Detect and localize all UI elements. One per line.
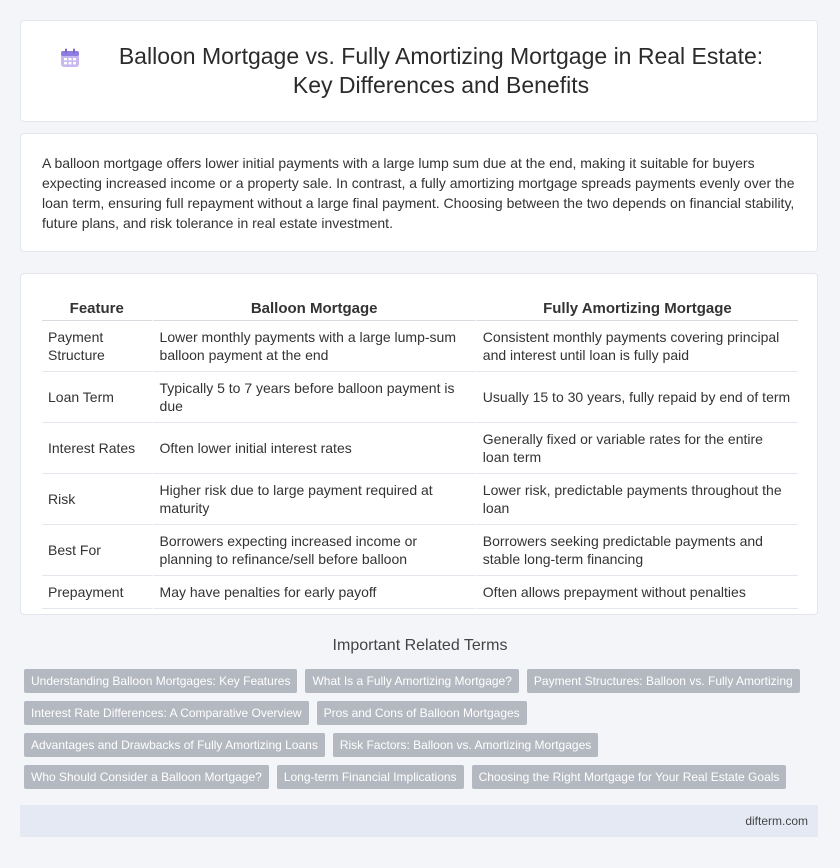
table-row <box>42 321 798 372</box>
related-term-tag[interactable]: Advantages and Drawbacks of Fully Amortizing Loans <box>24 733 325 757</box>
related-terms-title: Important Related Terms <box>332 637 508 654</box>
header-fully-amortizing-mortgage: Fully Amortizing Mortgage <box>475 296 798 321</box>
footer-site-name: difterm.com <box>745 814 808 828</box>
intro-card <box>20 133 818 252</box>
row-feature: Risk <box>42 474 152 525</box>
row-fully: Lower risk, predictable payments throughout the loan <box>475 474 798 525</box>
footer <box>20 805 818 837</box>
row-fully: Consistent monthly payments covering principal and interest until loan is fully paid <box>475 321 798 372</box>
intro-text: A balloon mortgage offers lower initial payments with a large lump sum due at the end, making it suitable for buyers expecting increased income or a property sale. In contrast, a fully amortizing mortgage spreads payments evenly over the loan term, ensuring full repayment without a large final payment. Choosing between the two depends on financial stability, future plans, and risk tolerance in real estate investment. <box>42 155 795 231</box>
related-term-tag[interactable]: Understanding Balloon Mortgages: Key Features <box>24 669 297 693</box>
related-term-tag[interactable]: Long-term Financial Implications <box>277 765 464 789</box>
table-row <box>42 576 798 609</box>
table-row <box>42 372 798 423</box>
comparison-table <box>42 296 798 609</box>
row-feature: Best For <box>42 525 152 576</box>
related-term-tag[interactable]: Payment Structures: Balloon vs. Fully Amortizing <box>527 669 800 693</box>
row-fully: Generally fixed or variable rates for the entire loan term <box>475 423 798 474</box>
row-balloon: Lower monthly payments with a large lump-sum balloon payment at the end <box>152 321 475 372</box>
header-feature: Feature <box>42 296 152 321</box>
row-balloon: Often lower initial interest rates <box>152 423 475 474</box>
row-fully: Often allows prepayment without penalties <box>475 576 798 609</box>
row-balloon: May have penalties for early payoff <box>152 576 475 609</box>
row-fully: Borrowers seeking predictable payments and stable long-term financing <box>475 525 798 576</box>
related-term-tag[interactable]: Pros and Cons of Balloon Mortgages <box>317 701 527 725</box>
header-balloon-mortgage: Balloon Mortgage <box>152 296 475 321</box>
calendar-icon <box>59 47 81 69</box>
related-term-tag[interactable]: Risk Factors: Balloon vs. Amortizing Mortgages <box>333 733 598 757</box>
header <box>59 42 779 100</box>
header-card <box>20 20 818 122</box>
related-term-tag[interactable]: Interest Rate Differences: A Comparative Overview <box>24 701 309 725</box>
row-feature: Loan Term <box>42 372 152 423</box>
row-feature: Interest Rates <box>42 423 152 474</box>
row-balloon: Borrowers expecting increased income or planning to refinance/sell before balloon <box>152 525 475 576</box>
table-row <box>42 525 798 576</box>
related-term-tag[interactable]: Choosing the Right Mortgage for Your Real Estate Goals <box>472 765 787 789</box>
row-fully: Usually 15 to 30 years, fully repaid by end of term <box>475 372 798 423</box>
row-balloon: Typically 5 to 7 years before balloon payment is due <box>152 372 475 423</box>
row-balloon: Higher risk due to large payment required at maturity <box>152 474 475 525</box>
table-header-row <box>42 296 798 321</box>
related-term-tag[interactable]: What Is a Fully Amortizing Mortgage? <box>305 669 518 693</box>
row-feature: Prepayment <box>42 576 152 609</box>
comparison-table-card <box>20 273 818 615</box>
row-feature: Payment Structure <box>42 321 152 372</box>
related-terms-tags <box>24 669 824 797</box>
related-term-tag[interactable]: Who Should Consider a Balloon Mortgage? <box>24 765 269 789</box>
table-row <box>42 423 798 474</box>
table-row <box>42 474 798 525</box>
page-title: Balloon Mortgage vs. Fully Amortizing Mortgage in Real Estate: Key Differences and Benefits <box>118 43 764 98</box>
